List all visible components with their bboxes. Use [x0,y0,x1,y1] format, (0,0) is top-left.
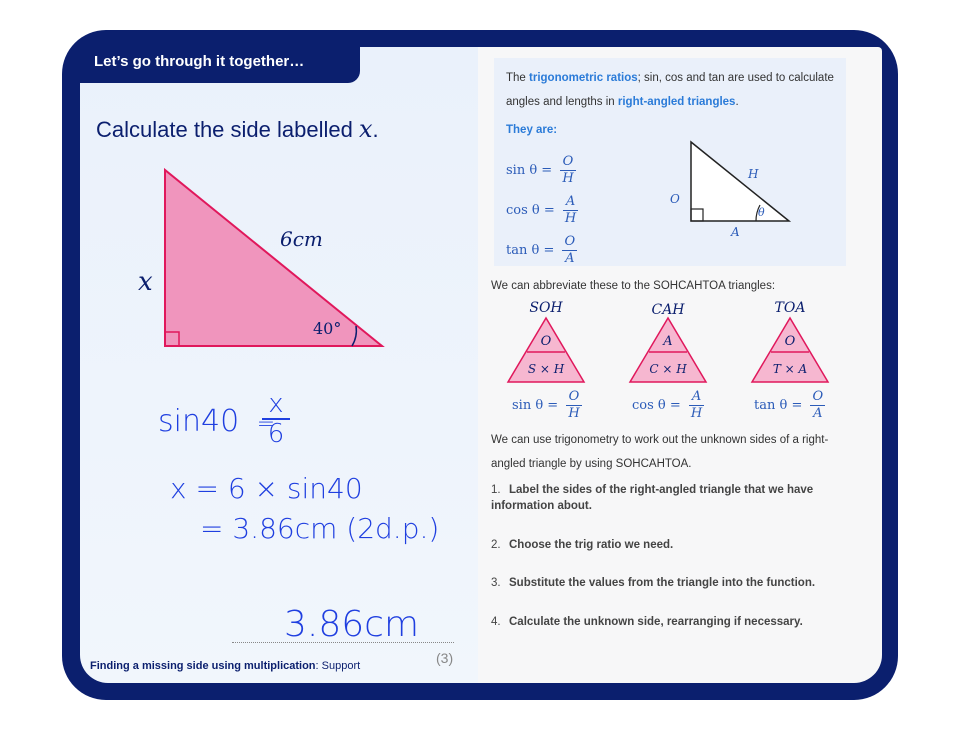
question-label: Calculate the side labelled [96,117,359,142]
toa-top: O [784,334,796,349]
hypotenuse-label: 6cm [280,227,323,251]
reference-label-A: A [731,225,740,239]
soh-title: SOH [529,300,563,316]
cah-top: A [663,334,673,349]
reference-label-theta: θ [758,206,765,219]
toa-bottom: T × A [772,362,808,376]
abbrev-text: We can abbreviate these to the SOHCAHTOA triangles: [491,280,776,292]
step-4-number: 4. [491,616,501,628]
method-intro: We can use trigonometry to work out the unknown sides of a right-angled triangle by using SOHCAHTOA. [491,434,829,470]
tan-lhs: tan θ = [506,243,555,258]
toa-fraction [810,389,825,422]
info-text-a: The [506,72,530,84]
working-line-2: x = 6 × sin40 [170,472,363,505]
banner-title: Let’s go through it together… [80,47,360,83]
toa-lhs: tan θ = [754,398,803,413]
soh-num: O [566,389,581,406]
info-highlight-trig: trigonometric ratios [529,72,638,84]
final-answer: 3.86cm [284,604,420,645]
working-equals: = [256,412,276,437]
cah-num: A [689,389,704,406]
cah-triangle [630,302,706,382]
step-3-number: 3. [491,577,501,589]
step-1 [491,482,851,514]
step-4-text: Calculate the unknown side, rearranging if necessary. [509,616,803,628]
working-denominator: 6 [267,419,285,449]
soh-formula [512,389,582,422]
cah-den: H [690,406,703,421]
sin-lhs: sin θ = [506,163,553,178]
cah-title: CAH [651,302,685,318]
soh-den: H [568,406,580,421]
working-numerator: x [262,390,290,420]
info-text-b: ; sin, cos and tan are used to calculate angles and lengths in [506,72,834,108]
question-variable: x [358,115,373,143]
reference-label-O: O [670,192,680,206]
question-dot: . [372,117,379,142]
cah-fraction [689,389,704,422]
step-1-number: 1. [491,484,501,496]
soh-top: O [540,334,552,349]
tan-den: A [565,251,575,266]
soh-bottom: S × H [527,362,565,376]
toa-den: A [813,406,823,421]
cah-lhs: cos θ = [632,398,681,413]
toa-triangle [752,300,828,382]
toa-formula [754,389,825,422]
step-1-text: Label the sides of the right-angled triangle that we have information about. [491,484,814,512]
soh-lhs: sin θ = [512,398,559,413]
soh-fraction [566,389,581,422]
step-4 [491,614,851,630]
info-text-c: . [735,96,739,108]
toa-num: O [812,389,824,404]
sin-den: H [562,171,574,186]
step-2-number: 2. [491,539,501,551]
page-number: (3) [436,650,454,666]
soh-triangle [508,300,584,382]
working-sin40: sin40 [158,404,240,439]
toa-title: TOA [774,300,806,316]
step-2-text: Choose the trig ratio we need. [509,539,674,551]
tan-num: O [564,234,576,249]
angle-label: 40° [313,319,342,338]
step-3 [491,575,851,591]
cos-num: A [563,194,578,211]
footer-level: : Support [315,660,361,672]
they-are-heading: They are: [506,124,558,136]
footer-topic: Finding a missing side using multiplication [90,660,316,672]
cos-den: H [564,211,577,226]
reference-label-H: H [748,167,759,181]
cos-lhs: cos θ = [506,203,555,218]
cah-formula [632,389,704,422]
sin-num: O [560,154,575,171]
step-3-text: Substitute the values from the triangle into the function. [509,577,816,589]
step-2 [491,537,851,553]
working-line-3: = 3.86cm (2d.p.) [200,512,440,545]
cah-bottom: C × H [649,362,687,376]
info-highlight-right-angled: right-angled triangles [617,96,736,108]
side-x-label: x [138,267,153,297]
